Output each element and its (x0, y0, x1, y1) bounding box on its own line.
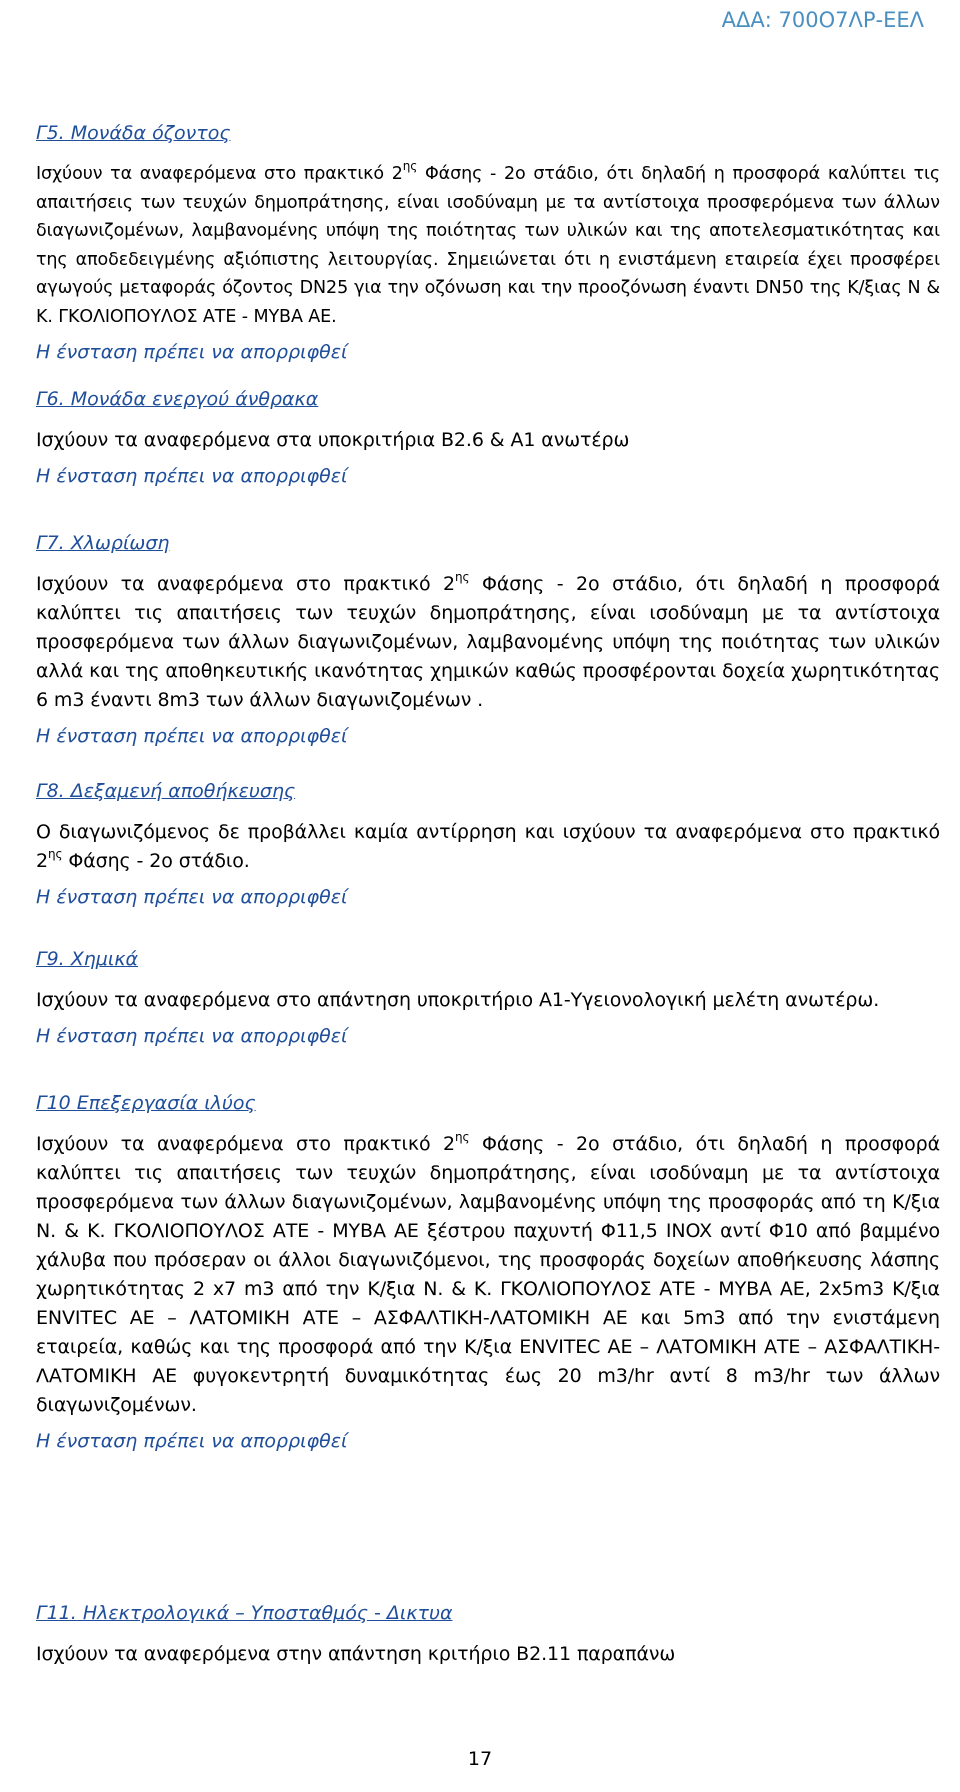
section-heading: Γ5. Μονάδα όζοντος (36, 122, 231, 144)
ordinal-superscript: ης (402, 159, 418, 173)
section-verdict: Η ένσταση πρέπει να απορριφθεί (36, 465, 348, 487)
section-g5 (36, 120, 940, 367)
section-text-part-a: Ο διαγωνιζόμενος δε προβάλλει καμία αντίρρηση και ισχύουν τα αναφερόμενα στο πρακτικό 2 (36, 821, 940, 872)
section-text-part-b: Φάσης - 2ο στάδιο, ότι δηλαδή η προσφορά καλύπτει τις απαιτήσεις των τευχών δημοπράτησης, είναι ισοδύναμη με τα αντίστοιχα προσφερόμενα των άλλων διαγωνιζομένων, λαμβανομένης υπόψη της προσφοράς από τη Κ/ξια Ν. & Κ. ΓΚΟΛΙΟΠΟΥΛΟΣ ΑΤΕ - ΜΥΒΑ ΑΕ ξέστρου παχυντή Φ11,5 INOX αντί Φ10 από βαμμένο χάλυβα που πρόσεραν οι άλλοι διαγωνιζόμενοι, της προσφοράς δοχείων αποθήκευσης λάσπης χωρητικότητας 2 x7 m3 από την Κ/ξια Ν. & Κ. ΓΚΟΛΙΟΠΟΥΛΟΣ ΑΤΕ - ΜΥΒΑ ΑΕ, 2x5m3 Κ/ξια ENVITEC AE – ΛΑΤΟΜΙΚΗ ΑΤΕ – ΑΣΦΑΛΤΙΚΗ-ΛΑΤΟΜΙΚΗ ΑΕ και 5m3 από την ενιστάμενη εταιρεία, καθώς και της προσφορά από την Κ/ξια ENVITEC AE – ΛΑΤΟΜΙΚΗ ΑΤΕ – ΑΣΦΑΛΤΙΚΗ-ΛΑΤΟΜΙΚΗ ΑΕ φυγοκεντρητή δυναμικότητας έως 20 m3/hr αντί 8 m3/hr των άλλων διαγωνιζομένων. (36, 1133, 940, 1416)
section-text (36, 818, 940, 876)
section-text: Ισχύουν τα αναφερόμενα στην απάντηση κριτήριο Β2.11 παραπάνω (36, 1643, 676, 1665)
section-text-part-a: Ισχύουν τα αναφερόμενα στο πρακτικό 2 (36, 573, 456, 595)
section-verdict: Η ένσταση πρέπει να απορριφθεί (36, 886, 348, 908)
ordinal-superscript: ης (455, 570, 470, 584)
section-text (36, 570, 940, 715)
section-text (36, 1130, 940, 1420)
section-text: Ισχύουν τα αναφερόμενα στα υποκριτήρια Β2.6 & Α1 ανωτέρω (36, 429, 630, 451)
section-g7 (36, 530, 940, 751)
section-text-part-b: Φάσης - 2ο στάδιο, ότι δηλαδή η προσφορά καλύπτει τις απαιτήσεις των τευχών δημοπράτησης, είναι ισοδύναμη με τα αντίστοιχα προσφερόμενα των άλλων διαγωνιζομένων, λαμβανομένης υπόψη της ποιότητας των υλικών και της αποτελεσματικότητας και της αποδεδειγμένης αξιόπιστης λειτουργίας. Σημειώνεται ότι η ενιστάμενη εταιρεία έχει προσφέρει αγωγούς μεταφοράς όζοντος DN25 για την οζόνωση και την προοζόνωση έναντι DN50 της Κ/ξιας Ν & Κ. ΓΚΟΛΙΟΠΟΥΛΟΣ ΑΤΕ - ΜΥΒΑ ΑΕ. (36, 164, 940, 327)
section-text-part-a: Ισχύουν τα αναφερόμενα στο πρακτικό 2 (36, 1133, 456, 1155)
page-number: 17 (467, 1748, 493, 1770)
section-heading: Γ10 Επεξεργασία ιλύος (36, 1092, 256, 1114)
section-text-part-b: Φάσης - 2ο στάδιο. (62, 850, 250, 872)
section-heading: Γ9. Χημικά (36, 948, 139, 970)
section-g9 (36, 946, 940, 1051)
section-g11 (36, 1600, 940, 1669)
ordinal-superscript: ης (48, 847, 63, 861)
section-verdict: Η ένσταση πρέπει να απορριφθεί (36, 1025, 348, 1047)
section-g10 (36, 1090, 940, 1456)
section-g6 (36, 386, 940, 491)
section-heading: Γ8. Δεξαμενή αποθήκευσης (36, 780, 296, 802)
section-heading: Γ7. Χλωρίωση (36, 532, 170, 554)
section-g8 (36, 778, 940, 912)
section-verdict: Η ένσταση πρέπει να απορριφθεί (36, 1430, 348, 1452)
section-text (36, 160, 940, 331)
ordinal-superscript: ης (455, 1130, 470, 1144)
section-verdict: Η ένσταση πρέπει να απορριφθεί (36, 341, 348, 363)
section-verdict: Η ένσταση πρέπει να απορριφθεί (36, 725, 348, 747)
section-text: Ισχύουν τα αναφερόμενα στο απάντηση υποκριτήριο Α1-Υγειονολογική μελέτη ανωτέρω. (36, 989, 880, 1011)
section-text-part-a: Ισχύουν τα αναφερόμενα στο πρακτικό 2 (36, 164, 403, 184)
section-heading: Γ6. Μονάδα ενεργού άνθρακα (36, 388, 319, 410)
document-code: ΑΔΑ: 700Ο7ΛΡ-ΕΕΛ (721, 8, 924, 32)
section-heading: Γ11. Ηλεκτρολογικά – Υποσταθμός - Δικτυα (36, 1602, 453, 1624)
section-text-part-b: Φάσης - 2ο στάδιο, ότι δηλαδή η προσφορά καλύπτει τις απαιτήσεις των τευχών δημοπράτησης, είναι ισοδύναμη με τα αντίστοιχα προσφερόμενα των άλλων διαγωνιζομένων, λαμβανομένης υπόψη της ποιότητας των υλικών αλλά και της αποθηκευτικής ικανότητας χημικών καθώς προσφέρονται δοχεία χωρητικότητας 6 m3 έναντι 8m3 των άλλων διαγωνιζομένων . (36, 573, 940, 711)
